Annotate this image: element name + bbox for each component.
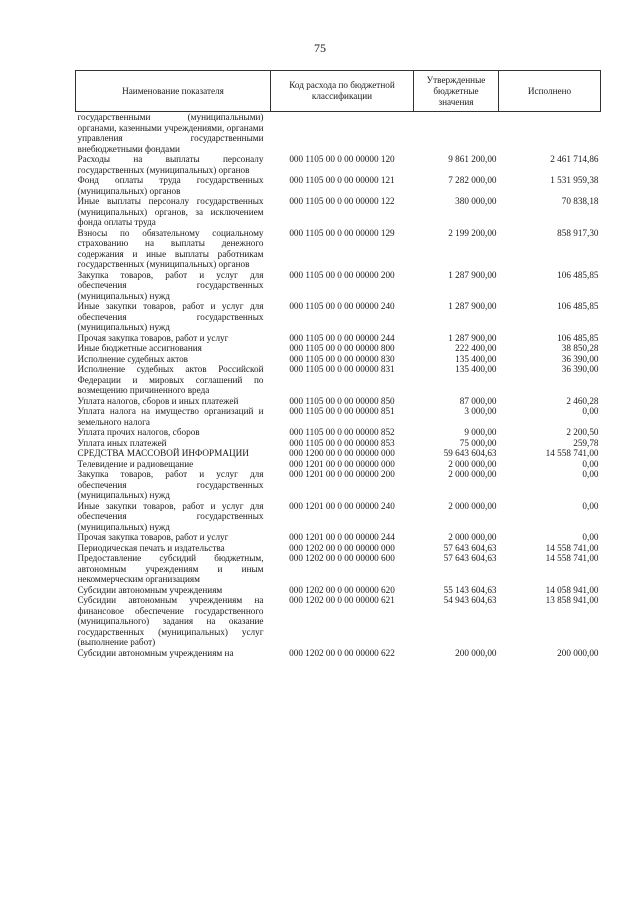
row-executed-value: 2 461 714,86 (550, 154, 599, 164)
table-row (76, 112, 601, 155)
table-row (76, 543, 601, 554)
row-expense-code: 000 1201 00 0 00 00000 244 (289, 532, 395, 542)
row-executed-value: 14 058 941,00 (545, 584, 599, 595)
row-expense-code: 000 1201 00 0 00 00000 000 (289, 458, 395, 469)
row-name: Предоставление субсидий бюджетным, автономным учреждениям и иным некоммерческим организациям (77, 553, 264, 584)
row-name: Уплата налогов, сборов и иных платежей (77, 395, 239, 406)
row-approved-value: 222 400,00 (455, 343, 497, 353)
row-executed-value: 106 485,85 (557, 269, 599, 280)
table-row (76, 301, 601, 333)
table-row (76, 364, 601, 396)
row-executed-value (499, 112, 601, 155)
table-header-row (76, 71, 601, 112)
row-executed-value: 2 200,50 (566, 427, 599, 437)
row-approved-value (414, 112, 499, 155)
row-name: Взносы по обязательному социальному страхованию на выплаты денежного содержания и иные выплаты работникам государственных (муниципальных) органов (77, 227, 264, 269)
row-approved-value: 9 000,00 (464, 427, 497, 437)
row-executed-value: 14 558 741,00 (545, 553, 599, 563)
row-name: государственными (муниципальными) органами, казенными учреждениями, органами управления государственными внебюджетными фондами (77, 112, 264, 154)
row-expense-code: 000 1202 00 0 00 00000 000 (289, 542, 395, 553)
row-approved-value: 2 000 000,00 (448, 469, 497, 479)
row-approved-value: 57 643 604,63 (443, 553, 497, 563)
row-executed-value: 13 858 941,00 (545, 595, 599, 605)
row-name: Закупка товаров, работ и услуг для обеспечения государственных (муниципальных) нужд (77, 269, 264, 301)
row-approved-value: 9 861 200,00 (448, 154, 497, 164)
row-expense-code: 000 1105 00 0 00 00000 240 (289, 301, 395, 311)
row-name: Уплата прочих налогов, сборов (77, 427, 200, 437)
row-expense-code: 000 1105 00 0 00 00000 853 (289, 437, 395, 448)
row-approved-value: 2 000 000,00 (448, 458, 497, 469)
page-number: 75 (314, 41, 326, 55)
table-row (76, 270, 601, 302)
table-row (76, 595, 601, 648)
row-name: Иные бюджетные ассигнования (77, 343, 202, 353)
row-expense-code: 000 1202 00 0 00 00000 622 (289, 647, 395, 658)
row-approved-value: 54 943 604,63 (443, 595, 497, 605)
row-expense-code: 000 1105 00 0 00 00000 851 (289, 406, 395, 416)
row-approved-value: 2 199 200,00 (448, 227, 497, 238)
table-row (76, 585, 601, 596)
row-expense-code: 000 1202 00 0 00 00000 620 (289, 584, 395, 595)
row-name: Субсидии автономным учреждениям на финансовое обеспечение государственного (муниципального) задания на оказание государственных (муниципальных) услуг (выполнение работ) (77, 595, 264, 647)
table-row (76, 501, 601, 533)
row-executed-value: 200 000,00 (557, 647, 599, 658)
row-expense-code: 000 1105 00 0 00 00000 830 (289, 353, 395, 364)
table-row (76, 427, 601, 438)
row-executed-value: 0,00 (582, 458, 599, 469)
row-expense-code: 000 1105 00 0 00 00000 200 (289, 269, 395, 280)
row-executed-value: 14 558 741,00 (545, 448, 599, 458)
row-name: Исполнение судебных актов (77, 353, 189, 364)
row-name: Периодическая печать и издательства (77, 542, 225, 553)
header-expense-code: Код расхода по бюджетной классификации (271, 71, 414, 112)
row-approved-value: 1 287 900,00 (448, 301, 497, 311)
table-row (76, 532, 601, 543)
row-expense-code: 000 1201 00 0 00 00000 200 (289, 469, 395, 479)
row-executed-value: 858 917,30 (557, 227, 599, 238)
row-name: Уплата налога на имущество организаций и земельного налога (77, 406, 264, 427)
row-executed-value: 0,00 (582, 532, 599, 542)
row-approved-value: 59 643 604,63 (443, 448, 497, 458)
header-approved-values: Утвержденные бюджетные значения (414, 71, 499, 112)
row-expense-code: 000 1202 00 0 00 00000 600 (289, 553, 395, 563)
header-executed: Исполнено (499, 71, 601, 112)
row-executed-value: 0,00 (582, 406, 599, 416)
row-name: Иные закупки товаров, работ и услуг для обеспечения государственных (муниципальных) нужд (77, 500, 264, 532)
row-approved-value: 380 000,00 (455, 196, 497, 206)
row-executed-value: 106 485,85 (557, 332, 599, 343)
table-body (76, 112, 601, 659)
row-name: Расходы на выплаты персоналу государственных (муниципальных) органов (77, 154, 264, 175)
row-expense-code: 000 1105 00 0 00 00000 244 (289, 332, 395, 343)
row-name: Субсидии автономным учреждениям (77, 584, 223, 595)
row-approved-value: 200 000,00 (455, 647, 497, 658)
row-expense-code: 000 1105 00 0 00 00000 850 (289, 395, 395, 406)
row-expense-code: 000 1201 00 0 00 00000 240 (289, 500, 395, 511)
row-executed-value: 2 460,28 (566, 395, 599, 406)
row-executed-value: 0,00 (582, 500, 599, 511)
row-expense-code: 000 1105 00 0 00 00000 120 (289, 154, 395, 164)
table-row (76, 648, 601, 659)
row-expense-code: 000 1202 00 0 00 00000 621 (289, 595, 395, 605)
row-name: Закупка товаров, работ и услуг для обеспечения государственных (муниципальных) нужд (77, 469, 264, 500)
row-approved-value: 7 282 000,00 (448, 175, 497, 185)
row-expense-code: 000 1105 00 0 00 00000 800 (289, 343, 395, 353)
table-row (76, 175, 601, 196)
row-name: Уплата иных платежей (77, 437, 167, 448)
header-indicator-name: Наименование показателя (76, 71, 271, 112)
row-approved-value: 135 400,00 (455, 364, 497, 374)
table-row (76, 228, 601, 270)
table-row (76, 154, 601, 175)
row-approved-value: 75 000,00 (459, 437, 497, 448)
row-executed-value: 14 558 741,00 (545, 542, 599, 553)
row-executed-value: 36 390,00 (561, 364, 599, 374)
row-executed-value: 1 531 959,38 (550, 175, 599, 185)
table-row (76, 459, 601, 470)
row-approved-value: 87 000,00 (459, 395, 497, 406)
row-expense-code: 000 1105 00 0 00 00000 831 (289, 364, 395, 374)
row-expense-code (271, 112, 414, 155)
row-executed-value: 70 838,18 (561, 196, 599, 206)
row-expense-code: 000 1105 00 0 00 00000 852 (289, 427, 395, 437)
row-expense-code: 000 1105 00 0 00 00000 122 (289, 196, 395, 206)
row-approved-value: 135 400,00 (455, 353, 497, 364)
row-expense-code: 000 1200 00 0 00 00000 000 (289, 448, 395, 458)
row-approved-value: 57 643 604,63 (443, 542, 497, 553)
row-approved-value: 1 287 900,00 (448, 332, 497, 343)
table-row (76, 333, 601, 344)
budget-execution-table (75, 70, 601, 658)
row-approved-value: 2 000 000,00 (448, 500, 497, 511)
table-row (76, 343, 601, 354)
row-executed-value: 0,00 (582, 469, 599, 479)
table-row (76, 406, 601, 427)
row-expense-code: 000 1105 00 0 00 00000 121 (289, 175, 395, 185)
row-approved-value: 1 287 900,00 (448, 269, 497, 280)
row-name: Прочая закупка товаров, работ и услуг (77, 532, 229, 542)
row-executed-value: 36 390,00 (561, 353, 599, 364)
row-name: СРЕДСТВА МАССОВОЙ ИНФОРМАЦИИ (77, 448, 249, 458)
table-row (76, 438, 601, 449)
row-name: Фонд оплаты труда государственных (муниципальных) органов (77, 175, 264, 196)
row-expense-code: 000 1105 00 0 00 00000 129 (289, 227, 395, 238)
row-name: Иные выплаты персоналу государственных (муниципальных) органов, за исключением фонда оплаты труда (77, 196, 264, 227)
row-name: Субсидии автономным учреждениям на (77, 647, 234, 658)
row-approved-value: 55 143 604,63 (443, 584, 497, 595)
table-row (76, 196, 601, 228)
table-row (76, 354, 601, 365)
table-row (76, 469, 601, 501)
row-approved-value: 3 000,00 (464, 406, 497, 416)
table-row (76, 553, 601, 585)
row-executed-value: 38 850,28 (561, 343, 599, 353)
row-executed-value: 259,78 (573, 437, 599, 448)
row-name: Прочая закупка товаров, работ и услуг (77, 332, 229, 343)
row-name: Исполнение судебных актов Российской Федерации и мировых соглашений по возмещению причиненного вреда (77, 364, 264, 395)
row-executed-value: 106 485,85 (557, 301, 599, 311)
row-name: Иные закупки товаров, работ и услуг для обеспечения государственных (муниципальных) нужд (77, 301, 264, 332)
table-row (76, 448, 601, 459)
row-approved-value: 2 000 000,00 (448, 532, 497, 542)
table-row (76, 396, 601, 407)
row-name: Телевидение и радиовещание (77, 458, 194, 469)
